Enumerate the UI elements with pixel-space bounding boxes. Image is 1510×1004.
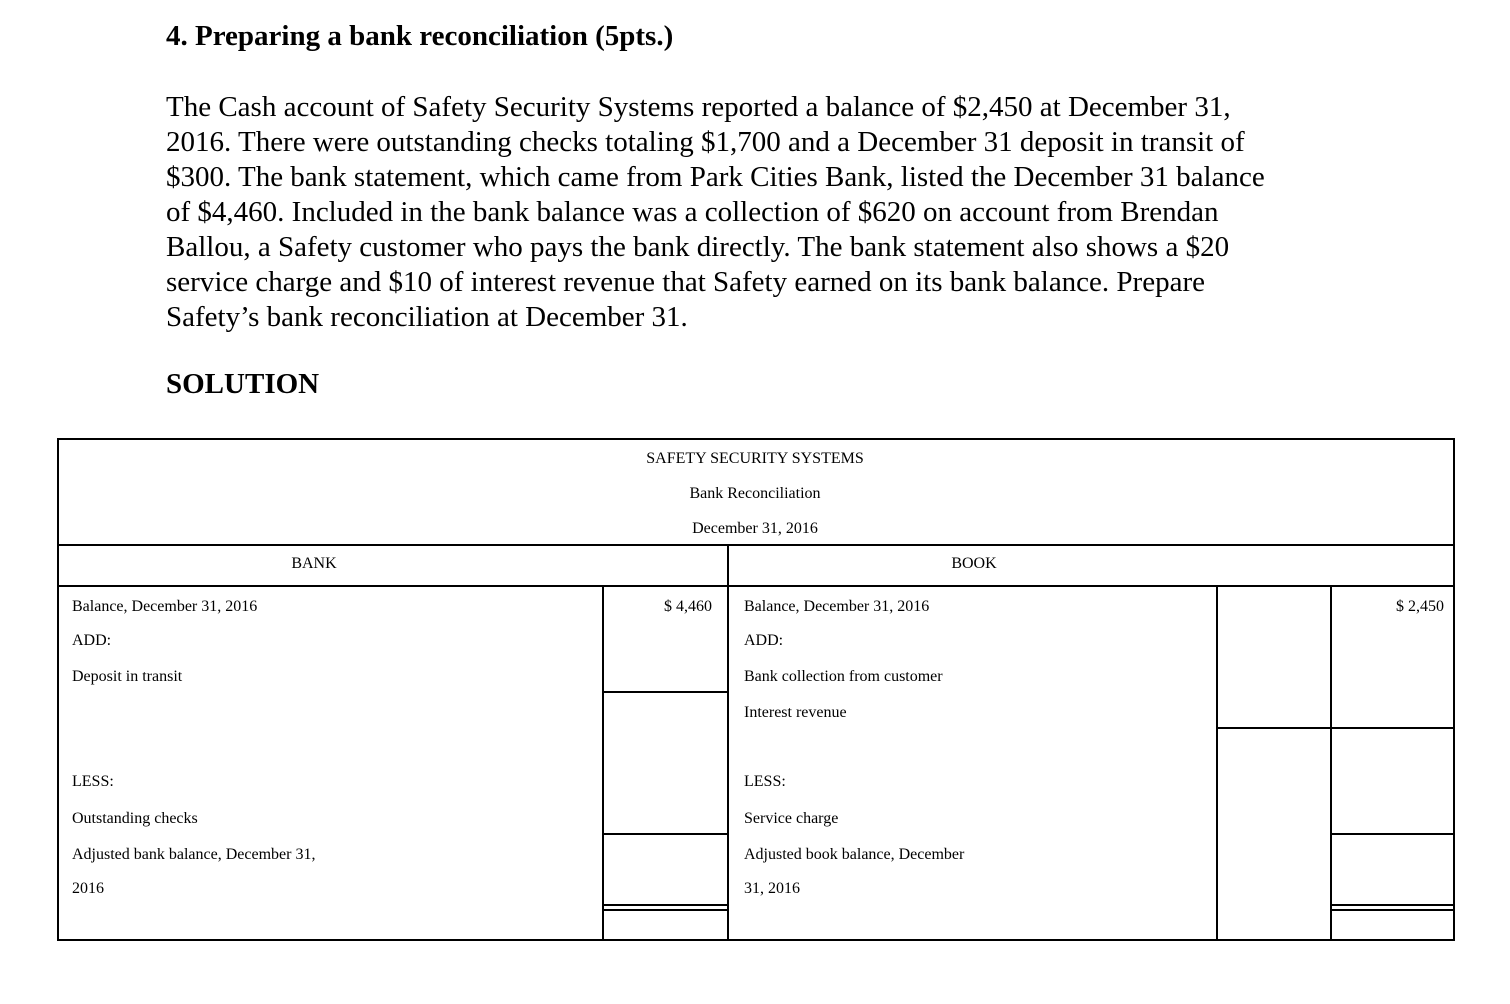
company-name: SAFETY SECURITY SYSTEMS [646, 450, 864, 467]
problem-text [166, 90, 1356, 335]
book-cell-line [1330, 727, 1455, 729]
bank-add-label: ADD: [72, 632, 112, 649]
bank-less-label: LESS: [72, 773, 114, 790]
problem-line: 2016. There were outstanding checks totaling $1,700 and a December 31 deposit in transit of [166, 126, 1245, 158]
bank-total-double-line [602, 904, 729, 906]
bank-adjusted-label-cont: 2016 [72, 880, 104, 897]
book-collection-label: Bank collection from customer [744, 668, 943, 685]
bank-total-double-line [602, 909, 729, 911]
statement-date: December 31, 2016 [692, 520, 818, 537]
statement-name: Bank Reconciliation [689, 485, 821, 502]
bank-balance-amount: $ 4,460 [664, 598, 712, 615]
book-adjusted-label-cont: 31, 2016 [744, 880, 800, 897]
book-column-header: BOOK [951, 555, 997, 572]
book-detail-divider [1216, 585, 1218, 941]
book-interest-label: Interest revenue [744, 704, 847, 721]
book-total-double-line [1330, 904, 1455, 906]
book-total-double-line [1330, 909, 1455, 911]
bank-cell-line [602, 833, 729, 835]
book-cell-line [1330, 833, 1455, 835]
solution-label: SOLUTION [166, 368, 320, 400]
book-adjusted-label: Adjusted book balance, December [744, 846, 965, 863]
problem-line: of $4,460. Included in the bank balance was a collection of $620 on account from Brendan [166, 196, 1219, 228]
bank-adjusted-label: Adjusted bank balance, December 31, [72, 846, 316, 863]
problem-line: $300. The bank statement, which came from Park Cities Bank, listed the December 31 balance [166, 161, 1265, 193]
book-add-label: ADD: [744, 632, 784, 649]
book-balance-label: Balance, December 31, 2016 [744, 598, 930, 615]
book-detail-cell-line [1216, 727, 1332, 729]
book-service-label: Service charge [744, 810, 839, 827]
bank-column-header: BANK [291, 555, 337, 572]
book-balance-amount: $ 2,450 [1396, 598, 1444, 615]
problem-line: The Cash account of Safety Security Systems reported a balance of $2,450 at December 31, [166, 91, 1231, 123]
form-title-block [0, 441, 1510, 546]
center-divider [727, 544, 729, 941]
problem-line: service charge and $10 of interest revenue that Safety earned on its bank balance. Prepare [166, 266, 1205, 298]
bank-outstanding-label: Outstanding checks [72, 810, 198, 827]
book-less-label: LESS: [744, 773, 786, 790]
bank-cell-line [602, 691, 729, 693]
problem-heading: 4. Preparing a bank reconciliation (5pts.) [166, 20, 674, 52]
problem-line: Safety’s bank reconciliation at December 31. [166, 301, 688, 333]
bank-deposit-label: Deposit in transit [72, 668, 183, 685]
bank-amount-divider [602, 585, 604, 941]
header-divider [57, 585, 1455, 587]
book-amount-divider [1330, 585, 1332, 941]
problem-line: Ballou, a Safety customer who pays the bank directly. The bank statement also shows a $20 [166, 231, 1230, 263]
bank-balance-label: Balance, December 31, 2016 [72, 598, 258, 615]
